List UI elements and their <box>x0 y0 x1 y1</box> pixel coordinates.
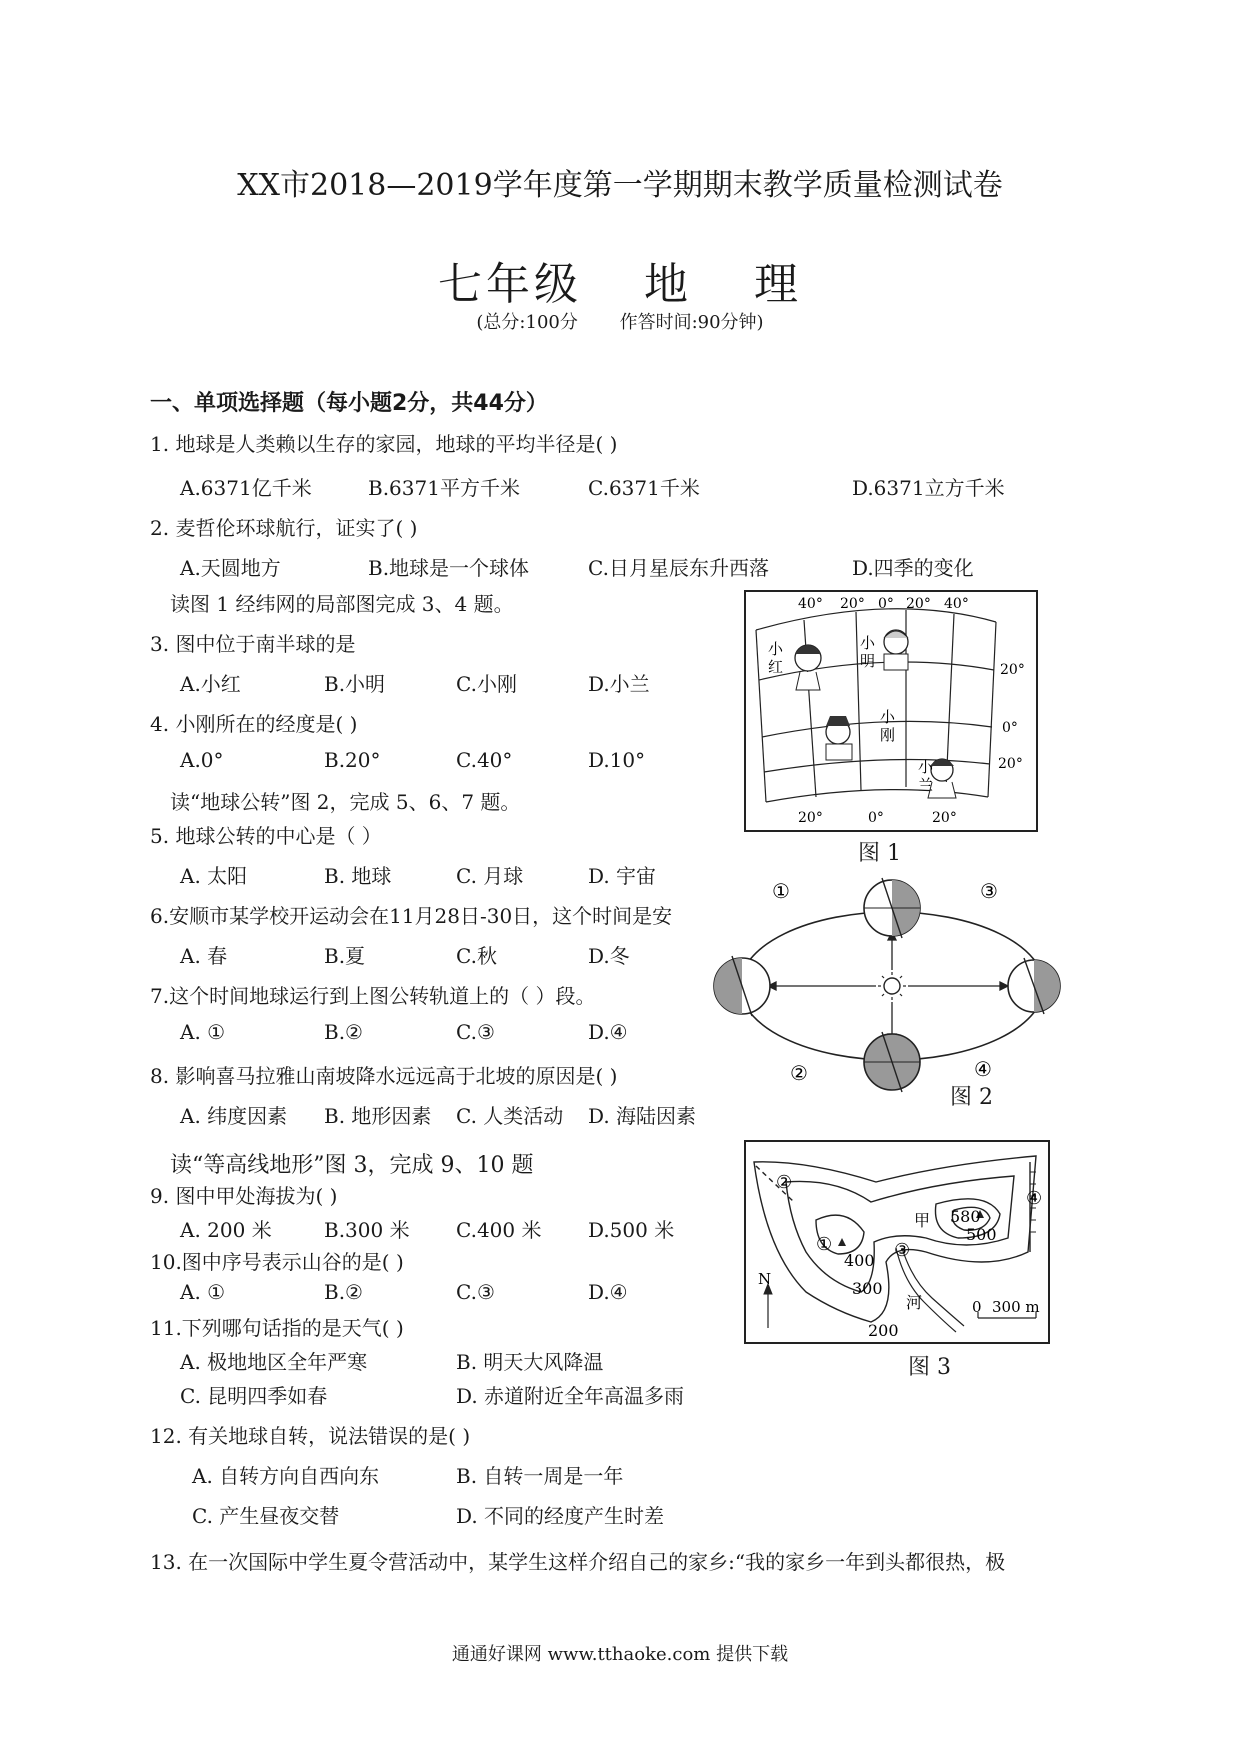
kid2-label-a: 小 <box>860 634 876 652</box>
right-label-2: 0° <box>1002 720 1018 736</box>
contour-map-figure <box>746 1142 1048 1342</box>
q3-option-b: B.小明 <box>324 672 386 696</box>
label-2: ② <box>776 1172 793 1193</box>
kid3-label-b: 刚 <box>880 726 896 744</box>
q10-option-b: B.② <box>324 1280 363 1304</box>
q8-option-d: D. 海陆因素 <box>588 1104 697 1128</box>
page-footer: 通通好课网 www.tthaoke.com 提供下载 <box>451 1644 789 1665</box>
top-label-3: 0° <box>878 596 894 612</box>
q6-option-b: B.夏 <box>324 944 366 968</box>
kid-xiaogang-icon <box>826 716 852 760</box>
q12-option-c: C. 产生昼夜交替 <box>192 1504 340 1528</box>
q3-option-a: A.小红 <box>180 672 241 696</box>
question-8: 8. 影响喜马拉雅山南坡降水远远高于北坡的原因是( ) <box>150 1064 618 1088</box>
subject-char-1: 地 <box>644 259 692 310</box>
peak-left-icon <box>838 1238 846 1246</box>
grid-left-edge <box>756 630 766 802</box>
subject-title <box>0 248 1240 312</box>
bottom-label-1: 20° <box>798 810 823 826</box>
q10-option-a: A. ① <box>180 1280 226 1304</box>
top-label-1: 40° <box>798 596 823 612</box>
top-label-4: 20° <box>906 596 931 612</box>
q12-option-b: B. 自转一周是一年 <box>456 1464 624 1488</box>
subject-char-2: 理 <box>754 259 802 310</box>
label-1: ① <box>816 1234 833 1255</box>
q7-option-a: A. ① <box>180 1020 226 1044</box>
label-river: 河 <box>906 1293 923 1312</box>
latitude-line-20n <box>759 662 994 680</box>
bottom-label-2: 0° <box>868 810 884 826</box>
earth-right-icon <box>1008 958 1060 1014</box>
q11-option-b: B. 明天大风降温 <box>456 1350 604 1374</box>
q1-option-d: D.6371立方千米 <box>852 476 1005 500</box>
reading-prompt-2: 读“地球公转”图 2，完成 5、6、7 题。 <box>170 790 521 814</box>
label-scale-300: 300 m <box>992 1298 1040 1316</box>
q9-option-c: C.400 米 <box>456 1218 542 1242</box>
question-10: 10.图中序号表示山谷的是( ) <box>150 1250 404 1274</box>
reading-prompt-3: 读“等高线地形”图 3，完成 9、10 题 <box>170 1153 534 1178</box>
right-label-3: 20° <box>998 756 1023 772</box>
figure-3-caption: 图 3 <box>908 1355 951 1380</box>
section-heading: 一、单项选择题（每小题2分，共44分） <box>150 391 548 416</box>
question-7: 7.这个时间地球运行到上图公转轨道上的（ ）段。 <box>150 984 596 1008</box>
q9-option-d: D.500 米 <box>588 1218 675 1242</box>
latitude-line-20s <box>764 760 990 773</box>
q4-option-a: A.0° <box>180 748 224 772</box>
q4-option-d: D.10° <box>588 748 646 772</box>
q12-option-a: A. 自转方向自西向东 <box>192 1464 380 1488</box>
q9-option-a: A. 200 米 <box>180 1218 272 1242</box>
q9-option-b: B.300 米 <box>324 1218 410 1242</box>
orbit-label-3: ③ <box>980 879 998 903</box>
kid2-label-b: 明 <box>860 652 876 670</box>
label-3: ③ <box>894 1240 911 1261</box>
q8-option-b: B. 地形因素 <box>324 1104 432 1128</box>
q8-option-c: C. 人类活动 <box>456 1104 564 1128</box>
q7-option-c: C.③ <box>456 1020 495 1044</box>
q10-option-c: C.③ <box>456 1280 495 1304</box>
orbit-label-4: ④ <box>974 1057 992 1081</box>
grade-label: 七年级 <box>438 259 582 310</box>
question-4: 4. 小刚所在的经度是( ) <box>150 712 358 736</box>
q7-option-d: D.④ <box>588 1020 628 1044</box>
earth-bottom-icon <box>864 1032 920 1092</box>
question-13: 13. 在一次国际中学生夏令营活动中，某学生这样介绍自己的家乡:“我的家乡一年到头都很热，极 <box>150 1550 1006 1574</box>
figure-1-caption: 图 1 <box>858 841 901 866</box>
kid3-label-a: 小 <box>880 708 896 726</box>
top-label-5: 40° <box>944 596 969 612</box>
q10-option-d: D.④ <box>588 1280 628 1304</box>
q2-option-a: A.天圆地方 <box>180 556 281 580</box>
grid-right-edge <box>988 622 996 797</box>
q12-option-d: D. 不同的经度产生时差 <box>456 1504 665 1528</box>
q11-option-a: A. 极地地区全年严寒 <box>180 1350 368 1374</box>
label-4: ④ <box>1026 1188 1043 1209</box>
label-200: 200 <box>868 1321 899 1340</box>
figure-1-box <box>744 590 1038 832</box>
label-400: 400 <box>844 1251 875 1270</box>
question-2: 2. 麦哲伦环球航行，证实了( ) <box>150 516 418 540</box>
question-5: 5. 地球公转的中心是（ ） <box>150 824 382 848</box>
right-label-1: 20° <box>1000 662 1025 678</box>
total-score: (总分:100分 <box>476 312 578 333</box>
q2-option-d: D.四季的变化 <box>852 556 974 580</box>
earth-top-icon <box>864 878 920 938</box>
q8-option-a: A. 纬度因素 <box>180 1104 288 1128</box>
q6-option-d: D.冬 <box>588 944 630 968</box>
sun-icon <box>878 972 906 1000</box>
q4-option-b: B.20° <box>324 748 381 772</box>
exam-title: XX市2018—2019学年度第一学期期末教学质量检测试卷 <box>237 168 1003 203</box>
latitude-line-0 <box>762 721 992 737</box>
q5-option-b: B. 地球 <box>324 864 392 888</box>
label-north: N <box>758 1270 772 1288</box>
q7-option-b: B.② <box>324 1020 363 1044</box>
kid4-label-a: 小 <box>918 758 934 776</box>
orbit-label-2: ② <box>790 1061 808 1085</box>
earth-revolution-figure <box>712 876 1062 1096</box>
question-6: 6.安顺市某学校开运动会在11月28日-30日，这个时间是安 <box>150 904 673 928</box>
label-scale-0: 0 <box>972 1298 982 1316</box>
q5-option-c: C. 月球 <box>456 864 524 888</box>
q3-option-c: C.小刚 <box>456 672 517 696</box>
exam-time: 作答时间:90分钟) <box>619 312 764 333</box>
q6-option-c: C.秋 <box>456 944 497 968</box>
question-3: 3. 图中位于南半球的是 <box>150 632 356 656</box>
figure-2-caption: 图 2 <box>950 1085 993 1110</box>
orbit-label-1: ① <box>772 879 790 903</box>
reading-prompt-1: 读图 1 经纬网的局部图完成 3、4 题。 <box>170 592 514 616</box>
q11-option-d: D. 赤道附近全年高温多雨 <box>456 1384 685 1408</box>
question-12: 12. 有关地球自转，说法错误的是( ) <box>150 1424 471 1448</box>
label-jia: 甲 <box>914 1211 931 1230</box>
kid1-label-b: 红 <box>768 658 784 676</box>
q11-option-c: C. 昆明四季如春 <box>180 1384 328 1408</box>
q6-option-a: A. 春 <box>180 944 228 968</box>
q4-option-c: C.40° <box>456 748 513 772</box>
label-500: 500 <box>966 1225 997 1244</box>
q2-option-c: C.日月星辰东升西落 <box>588 556 769 580</box>
latlong-grid-figure <box>746 592 1036 830</box>
question-11: 11.下列哪句话指的是天气( ) <box>150 1316 404 1340</box>
q2-option-b: B.地球是一个球体 <box>368 556 530 580</box>
figure-3-box <box>744 1140 1050 1344</box>
top-label-2: 20° <box>840 596 865 612</box>
q3-option-d: D.小兰 <box>588 672 650 696</box>
bottom-label-3: 20° <box>932 810 957 826</box>
label-300: 300 <box>852 1279 883 1298</box>
q1-option-a: A.6371亿千米 <box>180 476 312 500</box>
earth-left-icon <box>714 956 770 1016</box>
kid4-label-b: 兰 <box>918 776 934 794</box>
kid-xiaoming-icon <box>884 630 908 670</box>
q1-option-c: C.6371千米 <box>588 476 700 500</box>
kid1-label-a: 小 <box>768 640 784 658</box>
q5-option-a: A. 太阳 <box>180 864 248 888</box>
label-580: 580 <box>950 1207 981 1226</box>
north-arrow-icon <box>764 1284 772 1328</box>
exam-info <box>0 308 1240 334</box>
q1-option-b: B.6371平方千米 <box>368 476 520 500</box>
question-9: 9. 图中甲处海拔为( ) <box>150 1184 338 1208</box>
kid-xiaohong-icon <box>795 645 821 690</box>
question-1: 1. 地球是人类赖以生存的家园，地球的平均半径是( ) <box>150 432 618 456</box>
q5-option-d: D. 宇宙 <box>588 864 657 888</box>
